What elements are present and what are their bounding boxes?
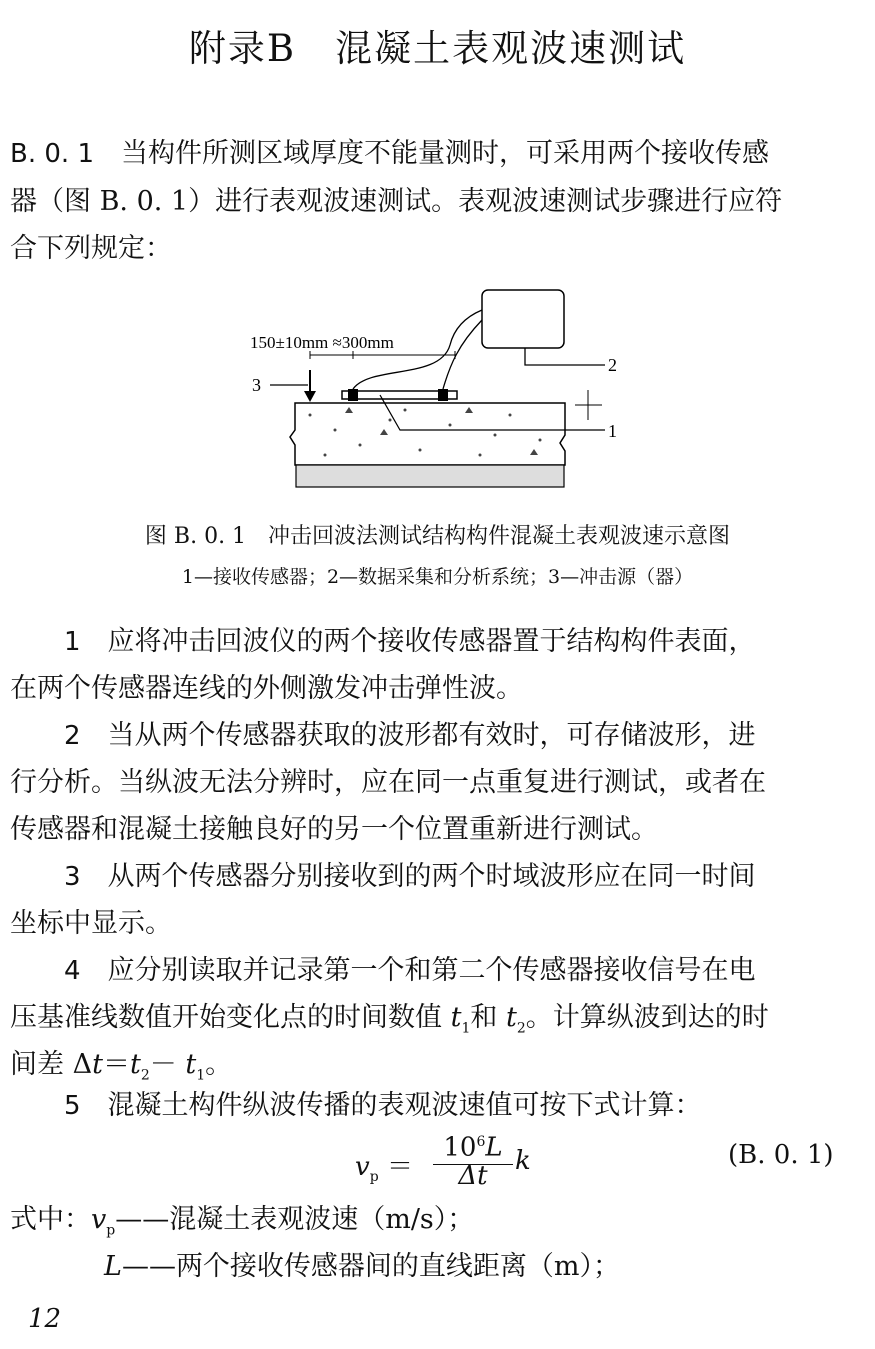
equation-number: (B. 0. 1) <box>728 1140 834 1170</box>
item-text: 从两个传感器分别接收到的两个时域波形应在同一时间 <box>107 861 756 892</box>
item-number: 3 <box>64 862 81 892</box>
clause-text: 器（图 B. 0. 1）进行表观波速测试。表观波速测试步骤进行应符 <box>10 186 783 217</box>
item-text: 压基准线数值开始变化点的时间数值 $t_1$和 $t_2$。计算纵波到达的时 <box>10 1002 769 1037</box>
item-text: 混凝土构件纵波传播的表观波速值可按下式计算： <box>107 1090 702 1121</box>
figure-caption: 图 B. 0. 1 冲击回波法测试结构构件混凝土表观波速示意图 <box>144 524 731 549</box>
item-text: 应将冲击回波仪的两个接收传感器置于结构构件表面， <box>107 626 756 657</box>
sensor-b <box>438 389 448 401</box>
item-text: 传感器和混凝土接触良好的另一个位置重新进行测试。 <box>10 814 658 845</box>
item-2 <box>10 712 865 760</box>
figure-diagram <box>240 285 640 500</box>
clause-number: B. 0. 1 <box>10 139 94 169</box>
concrete-slab <box>290 403 565 465</box>
item-3 <box>10 853 865 901</box>
item-number: 5 <box>64 1091 81 1121</box>
item-1 <box>10 618 865 666</box>
label-2: 2 <box>608 355 617 375</box>
item-text: 间差 $\Delta t=t_2- t_1$。 <box>10 1049 233 1084</box>
item-number: 1 <box>64 627 81 657</box>
page-title: 附录B 混凝土表观波速测试 <box>188 27 687 70</box>
where-v: 式中：$v_p——$混凝土表观波速（m/s）； <box>10 1204 475 1239</box>
item-text: 应分别读取并记录第一个和第二个传感器接收信号在电 <box>107 955 756 986</box>
label-3: 3 <box>252 375 261 395</box>
where-L: L——两个接收传感器间的直线距离（m）； <box>104 1251 621 1282</box>
base-layer <box>296 465 564 487</box>
dimension-label: 150±10mm ≈300mm <box>250 333 394 352</box>
figure-legend: 1—接收传感器；2—数据采集和分析系统；3—冲击源（器） <box>181 566 694 588</box>
item-text: 当从两个传感器获取的波形都有效时，可存储波形，进 <box>107 720 756 751</box>
item-text: 坐标中显示。 <box>10 908 172 939</box>
clause-b01 <box>10 130 865 272</box>
item-text: 在两个传感器连线的外侧激发冲击弹性波。 <box>10 673 523 704</box>
item-number: 2 <box>64 721 81 751</box>
clause-text: 当构件所测区域厚度不能量测时，可采用两个接收传感 <box>120 138 769 169</box>
label-1: 1 <box>608 421 617 441</box>
item-text: 行分析。当纵波无法分辨时，应在同一点重复进行测试，或者在 <box>10 767 766 798</box>
item-number: 4 <box>64 956 81 986</box>
data-system-box <box>482 290 564 348</box>
sensor-a <box>348 389 358 401</box>
clause-text: 合下列规定： <box>10 233 172 264</box>
item-5 <box>10 1082 865 1130</box>
formula: $v_p$ ＝ $10^6L$ Δt k <box>355 1126 575 1196</box>
page-number: 12 <box>28 1304 62 1334</box>
item-4 <box>10 947 865 995</box>
